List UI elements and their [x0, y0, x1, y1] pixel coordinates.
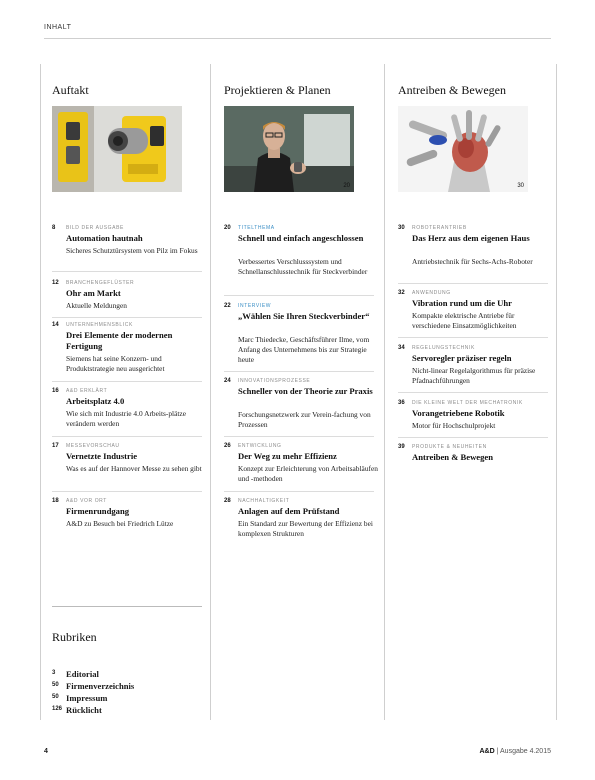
- entry-kicker: NACHHALTIGKEIT: [238, 498, 290, 504]
- page-number: 39: [398, 444, 405, 450]
- section-title: Antreiben & Bewegen: [398, 83, 506, 97]
- entry-divider: [52, 271, 202, 272]
- entry-divider: [224, 295, 374, 296]
- image-page-number: 30: [517, 183, 524, 189]
- page-number: 28: [224, 498, 231, 504]
- speaker-portrait-photo: [224, 106, 354, 192]
- page-number: 50: [52, 694, 59, 700]
- entry-description: A&D zu Besuch bei Friedrich Lütze: [66, 519, 174, 528]
- entry-description: Motor für Hochschulprojekt: [412, 421, 496, 430]
- entry-divider: [398, 437, 548, 438]
- entry-kicker: A&D VOR ORT: [66, 498, 107, 504]
- page-number: 34: [398, 345, 405, 351]
- entry-description: Forschungsnetzwerk zur Verein-fachung von Prozessen: [238, 410, 371, 429]
- entry-description: Konzept zur Erleichterung von Arbeitsabläufen und -methoden: [238, 464, 378, 483]
- page-number: 12: [52, 280, 59, 286]
- entry-title: Vernetzte Industrie: [66, 451, 138, 461]
- rubriken-title: Rubriken: [52, 630, 97, 644]
- safety-door-switch-photo: [52, 106, 182, 192]
- entry-title: Vorangetriebene Robotik: [412, 408, 505, 418]
- entry-divider: [224, 491, 374, 492]
- robot-hand-photo: [398, 106, 528, 192]
- page-number: 32: [398, 290, 405, 296]
- entry-kicker: BILD DER AUSGABE: [66, 225, 124, 231]
- folio-page-number: 4: [44, 748, 48, 755]
- entry-title: Drei Elemente der modernen Fertigung: [66, 330, 173, 351]
- entry-divider: [224, 371, 374, 372]
- page-number: 24: [224, 378, 231, 384]
- page-number: 50: [52, 682, 59, 688]
- entry-description: Kompakte elektrische Antriebe für verschiedene Einsatzmöglichkeiten: [412, 311, 517, 330]
- column-divider: [384, 64, 385, 720]
- entry-title: Arbeitsplatz 4.0: [66, 396, 125, 406]
- section-header-label: INHALT: [44, 24, 72, 31]
- page-number: 3: [52, 670, 56, 676]
- entry-title: Ohr am Markt: [66, 288, 121, 298]
- entry-kicker: PRODUKTE & NEUHEITEN: [412, 444, 487, 450]
- page-number: 30: [398, 225, 405, 231]
- column-projektieren: [216, 64, 378, 720]
- entry-description: Ein Standard zur Bewertung der Effizienz bei komplexen Strukturen: [238, 519, 373, 538]
- section-title: Auftakt: [52, 83, 89, 97]
- column-divider: [40, 64, 41, 720]
- entry-title: Das Herz aus dem eigenen Haus: [412, 233, 530, 243]
- image-page-number: 20: [343, 183, 350, 189]
- page-number: 26: [224, 443, 231, 449]
- entry-kicker: TITELTHEMA: [238, 225, 275, 231]
- entry-title: Servoregler präziser regeln: [412, 353, 512, 363]
- entry-kicker: BRANCHENGEFLÜSTER: [66, 280, 135, 286]
- entry-kicker: INNOVATIONSPROZESSE: [238, 378, 311, 384]
- rubriken-label: Impressum: [66, 693, 108, 703]
- entry-kicker: ANWENDUNG: [412, 290, 451, 296]
- rubriken-divider: [52, 606, 202, 607]
- entry-title: „Wählen Sie Ihren Steckverbinder“: [238, 311, 370, 321]
- entry-description: Verbessertes Verschlusssystem und Schnellanschlusstechnik für Steckverbinder: [238, 257, 368, 276]
- page-number: 36: [398, 400, 405, 406]
- rubriken-label: Rücklicht: [66, 705, 102, 715]
- entry-title: Firmenrundgang: [66, 506, 130, 516]
- top-divider: [44, 38, 551, 39]
- section-title: Projektieren & Planen: [224, 83, 331, 97]
- column-divider: [556, 64, 557, 720]
- entry-description: Nicht-linear Regelalgorithmus für präzise Pfadnachführungen: [412, 366, 536, 385]
- entry-kicker: UNTERNEHMENSBLICK: [66, 322, 133, 328]
- entry-description: Was es auf der Hannover Messe zu sehen gibt: [66, 464, 202, 473]
- entry-description: Aktuelle Meldungen: [66, 301, 127, 310]
- entry-title: Schneller von der Theorie zur Praxis: [238, 386, 373, 396]
- entry-divider: [398, 392, 548, 393]
- entry-title: Antreiben & Bewegen: [412, 452, 493, 462]
- entry-divider: [398, 283, 548, 284]
- page-number: 126: [52, 706, 63, 712]
- entry-divider: [52, 491, 202, 492]
- entry-divider: [398, 337, 548, 338]
- entry-divider: [52, 381, 202, 382]
- entry-description: Sicheres Schutztürsystem von Pilz im Fokus: [66, 246, 198, 255]
- entry-kicker: ROBOTERANTRIEB: [412, 225, 467, 231]
- page-number: 18: [52, 498, 59, 504]
- page-number: 8: [52, 225, 56, 231]
- entry-title: Der Weg zu mehr Effizienz: [238, 451, 337, 461]
- entry-divider: [224, 436, 374, 437]
- entry-title: Schnell und einfach angeschlossen: [238, 233, 364, 243]
- rubriken-label: Firmenverzeichnis: [66, 681, 135, 691]
- entry-title: Anlagen auf dem Prüfstand: [238, 506, 340, 516]
- entry-divider: [52, 436, 202, 437]
- rubriken-label: Editorial: [66, 669, 99, 679]
- entry-kicker: A&D ERKLÄRT: [66, 388, 108, 394]
- entry-kicker: ENTWICKLUNG: [238, 443, 282, 449]
- entry-kicker: INTERVIEW: [238, 303, 272, 309]
- entry-title: Automation hautnah: [66, 233, 143, 243]
- column-auftakt: [44, 64, 206, 720]
- magazine-name: A&D: [479, 748, 495, 755]
- page-number: 14: [52, 322, 59, 328]
- entry-kicker: MESSEVORSCHAU: [66, 443, 120, 449]
- entry-title: Vibration rund um die Uhr: [412, 298, 512, 308]
- page-number: 20: [224, 225, 231, 231]
- entry-kicker: DIE KLEINE WELT DER MECHATRONIK: [412, 400, 523, 406]
- entry-description: Antriebstechnik für Sechs-Achs-Roboter: [412, 257, 533, 266]
- footer-issue: [480, 748, 552, 755]
- page-number: 22: [224, 303, 231, 309]
- page-number: 16: [52, 388, 59, 394]
- entry-description: Wie sich mit Industrie 4.0 Arbeits-plätze verändern werden: [66, 409, 186, 428]
- entry-description: Marc Thiedecke, Geschäftsführer Ilme, vom Anfang des Unternehmens bis zur Strategie heute: [238, 335, 370, 364]
- entry-kicker: REGELUNGSTECHNIK: [412, 345, 475, 351]
- issue-label: | Ausgabe 4.2015: [496, 748, 551, 755]
- entry-divider: [52, 317, 202, 318]
- entry-description: Siemens hat seine Konzern- und Produktstrategie neu ausgerichtet: [66, 354, 165, 373]
- column-antreiben: [390, 64, 552, 720]
- page-number: 17: [52, 443, 59, 449]
- column-divider: [210, 64, 211, 720]
